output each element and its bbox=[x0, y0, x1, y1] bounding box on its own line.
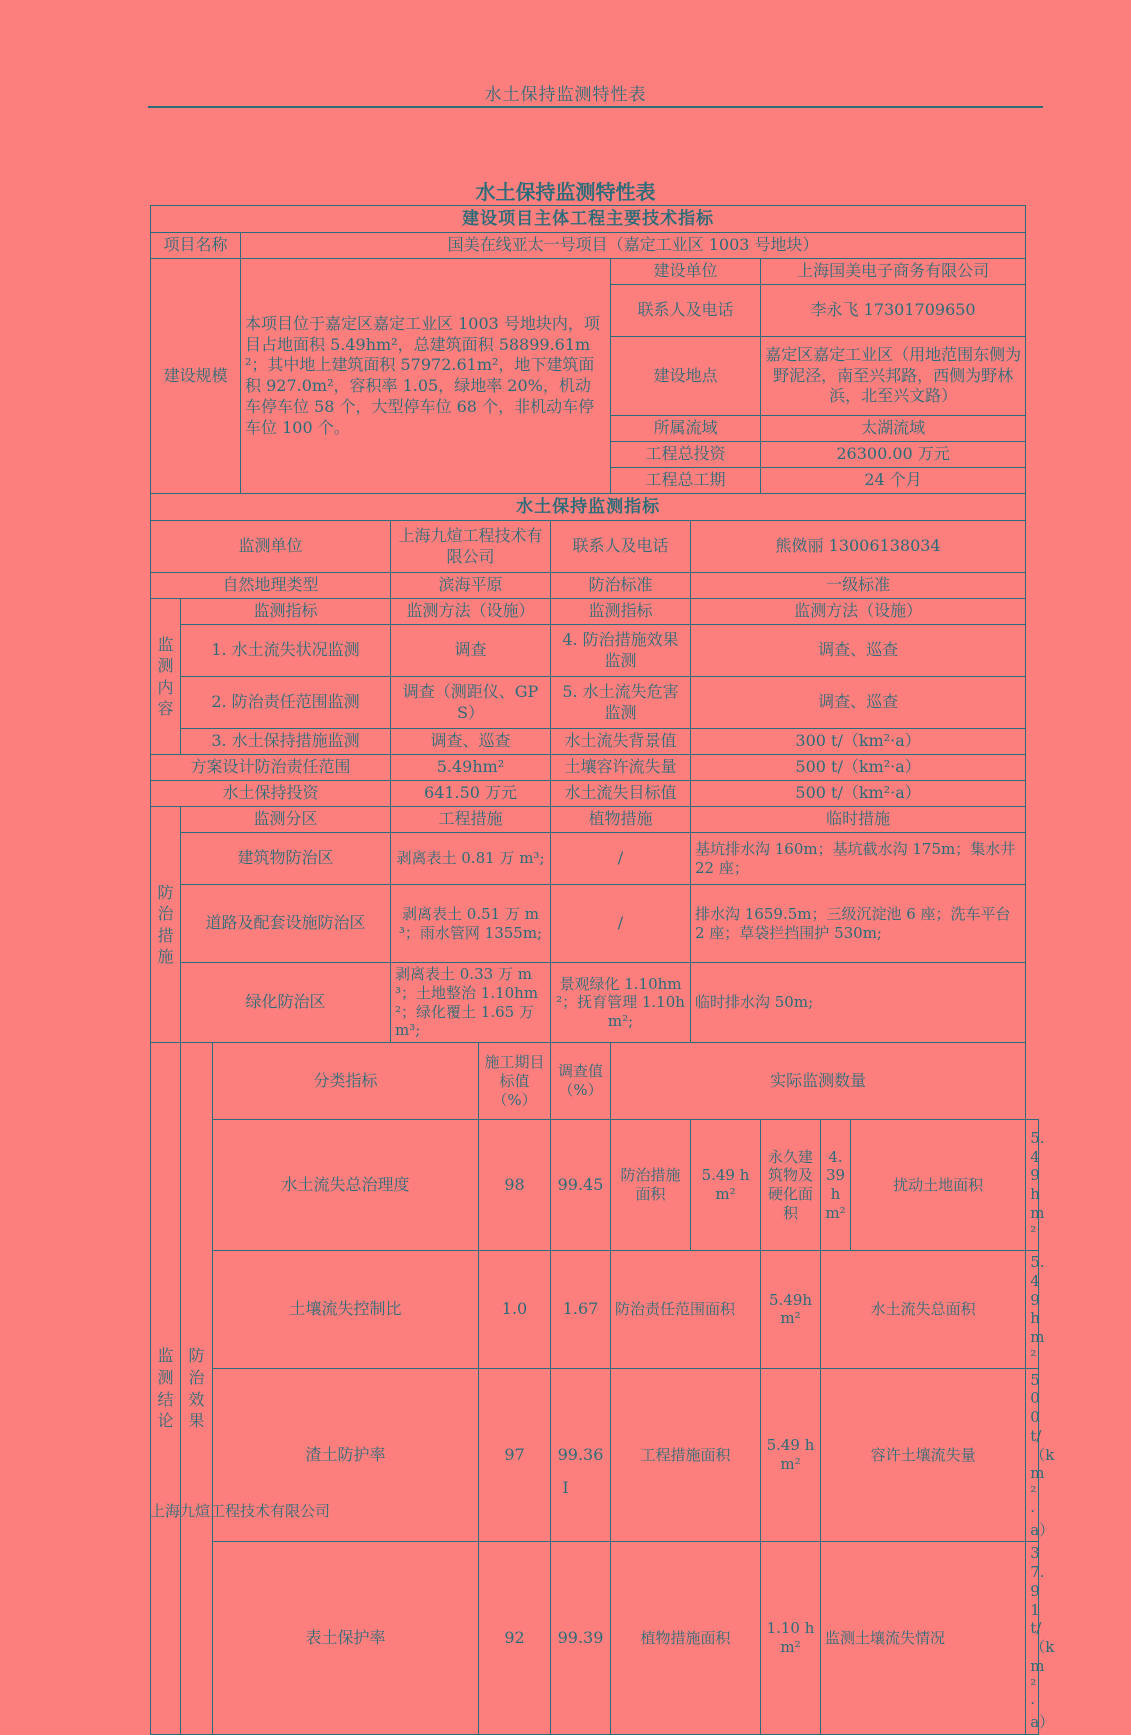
builder-name: 上海国美电子商务有限公司 bbox=[761, 259, 1026, 285]
conclusion-header-actual: 实际监测数量 bbox=[611, 1043, 1026, 1120]
actual-label: 容许土壤流失量 bbox=[821, 1368, 1026, 1542]
period: 24 个月 bbox=[761, 468, 1026, 494]
conclusion-header-indicator: 分类指标 bbox=[213, 1043, 479, 1120]
actual-label: 永久建筑物及硬化面积 bbox=[761, 1120, 821, 1251]
monitoring-content-label: 监测内容 bbox=[151, 599, 181, 755]
measures-label: 防治措施 bbox=[151, 807, 181, 1043]
content-item: 3. 水土保持措施监测 bbox=[181, 729, 391, 755]
background-value-label: 水土流失背景值 bbox=[551, 729, 691, 755]
period-label: 工程总工期 bbox=[611, 468, 761, 494]
actual-value: 500 t/（km²·a） bbox=[1026, 1368, 1039, 1542]
monitoring-unit-label: 监测单位 bbox=[151, 521, 391, 573]
investment-label: 水土保持投资 bbox=[151, 781, 391, 807]
measure-plant: / bbox=[551, 833, 691, 885]
indicator-name: 渣土防护率 bbox=[213, 1368, 479, 1542]
allowable-loss-label: 土壤容许流失量 bbox=[551, 755, 691, 781]
target-value-label: 水土流失目标值 bbox=[551, 781, 691, 807]
actual-value: 5.49hm² bbox=[1026, 1251, 1039, 1369]
actual-value: 5.49hm² bbox=[761, 1251, 821, 1369]
location-label: 建设地点 bbox=[611, 337, 761, 416]
col-header-index: 监测指标 bbox=[181, 599, 391, 625]
allowable-loss: 500 t/（km²·a） bbox=[691, 755, 1026, 781]
indicator-target: 92 bbox=[479, 1542, 551, 1735]
col-header-method: 监测方法（设施） bbox=[391, 599, 551, 625]
investment-label: 工程总投资 bbox=[611, 442, 761, 468]
design-range-label: 方案设计防治责任范围 bbox=[151, 755, 391, 781]
measure-zone: 绿化防治区 bbox=[181, 963, 391, 1043]
indicator-survey: 99.39 bbox=[551, 1542, 611, 1735]
actual-value: 5.49 hm² bbox=[691, 1120, 761, 1251]
content-method: 调查 bbox=[391, 625, 551, 677]
indicator-name: 土壤流失控制比 bbox=[213, 1251, 479, 1369]
measure-zone: 建筑物防治区 bbox=[181, 833, 391, 885]
actual-value: 5.49 hm² bbox=[761, 1368, 821, 1542]
content-item: 5. 水土流失危害监测 bbox=[551, 677, 691, 729]
indicator-survey: 1.67 bbox=[551, 1251, 611, 1369]
investment-value: 641.50 万元 bbox=[391, 781, 551, 807]
project-name: 国美在线亚太一号项目（嘉定工业区 1003 号地块） bbox=[241, 233, 1026, 259]
measure-temporary: 排水沟 1659.5m；三级沉淀池 6 座；洗车平台 2 座；草袋拦挡围护 530m; bbox=[691, 885, 1026, 963]
actual-value: 5.49hm² bbox=[1026, 1120, 1039, 1251]
measure-plant: 景观绿化 1.10hm²；抚育管理 1.10hm²; bbox=[551, 963, 691, 1043]
content-item: 4. 防治措施效果监测 bbox=[551, 625, 691, 677]
project-name-label: 项目名称 bbox=[151, 233, 241, 259]
builder-contact-label: 联系人及电话 bbox=[611, 285, 761, 337]
actual-value: 1.10 hm² bbox=[761, 1542, 821, 1735]
standard: 一级标准 bbox=[691, 573, 1026, 599]
content-method: 调查（测距仪、GPS） bbox=[391, 677, 551, 729]
actual-label: 防治责任范围面积 bbox=[611, 1251, 761, 1369]
running-header: 水土保持监测特性表 bbox=[484, 85, 647, 105]
geo-type-label: 自然地理类型 bbox=[151, 573, 391, 599]
content-item: 2. 防治责任范围监测 bbox=[181, 677, 391, 729]
measure-engineering: 剥离表土 0.81 万 m³; bbox=[391, 833, 551, 885]
indicator-survey: 99.36 bbox=[551, 1368, 611, 1542]
indicator-target: 98 bbox=[479, 1120, 551, 1251]
measure-plant: / bbox=[551, 885, 691, 963]
footer-company: 上海九煊工程技术有限公司 bbox=[150, 1502, 331, 1520]
design-range: 5.49hm² bbox=[391, 755, 551, 781]
actual-label: 水土流失总面积 bbox=[821, 1251, 1026, 1369]
indicator-target: 97 bbox=[479, 1368, 551, 1542]
builder-contact: 李永飞 17301709650 bbox=[761, 285, 1026, 337]
actual-label: 工程措施面积 bbox=[611, 1368, 761, 1542]
conclusion-header-target: 施工期目标值（%） bbox=[479, 1043, 551, 1120]
monitoring-contact: 熊傚丽 13006138034 bbox=[691, 521, 1026, 573]
content-item: 1. 水土流失状况监测 bbox=[181, 625, 391, 677]
actual-label: 监测土壤流失情况 bbox=[821, 1542, 1026, 1735]
content-method: 调查、巡查 bbox=[691, 677, 1026, 729]
scale-description: 本项目位于嘉定区嘉定工业区 1003 号地块内，项目占地面积 5.49hm²，总建筑面积 58899.61m²；其中地上建筑面积 57972.61m²，地下建筑面积 927.0m²，容积率 1.05，绿地率 20%，机动车停车位 58 个，大型停车位 68 个，非机动车停车位 100 个。 bbox=[241, 259, 611, 494]
basin: 太湖流域 bbox=[761, 416, 1026, 442]
measure-temporary: 临时排水沟 50m; bbox=[691, 963, 1026, 1043]
conclusion-header-survey: 调查值（%） bbox=[551, 1043, 611, 1120]
content-method: 调查、巡查 bbox=[391, 729, 551, 755]
builder-label: 建设单位 bbox=[611, 259, 761, 285]
actual-value: 4.39hm² bbox=[821, 1120, 851, 1251]
indicator-survey: 99.45 bbox=[551, 1120, 611, 1251]
conclusion-label: 监测结论 bbox=[151, 1043, 181, 1735]
measures-header-temporary: 临时措施 bbox=[691, 807, 1026, 833]
col-header-method-2: 监测方法（设施） bbox=[691, 599, 1026, 625]
actual-label: 防治措施面积 bbox=[611, 1120, 691, 1251]
indicator-name: 水土流失总治理度 bbox=[213, 1120, 479, 1251]
measures-header-zone: 监测分区 bbox=[181, 807, 391, 833]
measures-header-plant: 植物措施 bbox=[551, 807, 691, 833]
background-value: 300 t/（km²·a） bbox=[691, 729, 1026, 755]
basin-label: 所属流域 bbox=[611, 416, 761, 442]
location: 嘉定区嘉定工业区（用地范围东侧为野泥泾，南至兴邦路，西侧为野林浜，北至兴文路） bbox=[761, 337, 1026, 416]
standard-label: 防治标准 bbox=[551, 573, 691, 599]
content-method: 调查、巡查 bbox=[691, 625, 1026, 677]
geo-type: 滨海平原 bbox=[391, 573, 551, 599]
target-value: 500 t/（km²·a） bbox=[691, 781, 1026, 807]
monitoring-contact-label: 联系人及电话 bbox=[551, 521, 691, 573]
section-heading-main-indicators: 建设项目主体工程主要技术指标 bbox=[151, 206, 1026, 233]
page-title: 水土保持监测特性表 bbox=[475, 180, 656, 204]
measure-temporary: 基坑排水沟 160m；基坑截水沟 175m；集水井 22 座； bbox=[691, 833, 1026, 885]
indicator-name: 表土保护率 bbox=[213, 1542, 479, 1735]
monitoring-unit: 上海九煊工程技术有限公司 bbox=[391, 521, 551, 573]
header-rule bbox=[148, 106, 1043, 108]
measure-engineering: 剥离表土 0.51 万 m³；雨水管网 1355m; bbox=[391, 885, 551, 963]
measure-zone: 道路及配套设施防治区 bbox=[181, 885, 391, 963]
section-heading-monitoring-indicators: 水土保持监测指标 bbox=[151, 494, 1026, 521]
investment: 26300.00 万元 bbox=[761, 442, 1026, 468]
measures-header-engineering: 工程措施 bbox=[391, 807, 551, 833]
effect-label: 防治效果 bbox=[181, 1043, 213, 1735]
actual-label: 扰动土地面积 bbox=[851, 1120, 1026, 1251]
scale-label: 建设规模 bbox=[151, 259, 241, 494]
actual-value: 37.91t/（km²·a） bbox=[1026, 1542, 1039, 1735]
indicator-target: 1.0 bbox=[479, 1251, 551, 1369]
actual-label: 植物措施面积 bbox=[611, 1542, 761, 1735]
page-number: I bbox=[562, 1478, 569, 1497]
measure-engineering: 剥离表土 0.33 万 m³；土地整治 1.10hm²；绿化覆土 1.65 万 m³; bbox=[391, 963, 551, 1043]
col-header-index-2: 监测指标 bbox=[551, 599, 691, 625]
